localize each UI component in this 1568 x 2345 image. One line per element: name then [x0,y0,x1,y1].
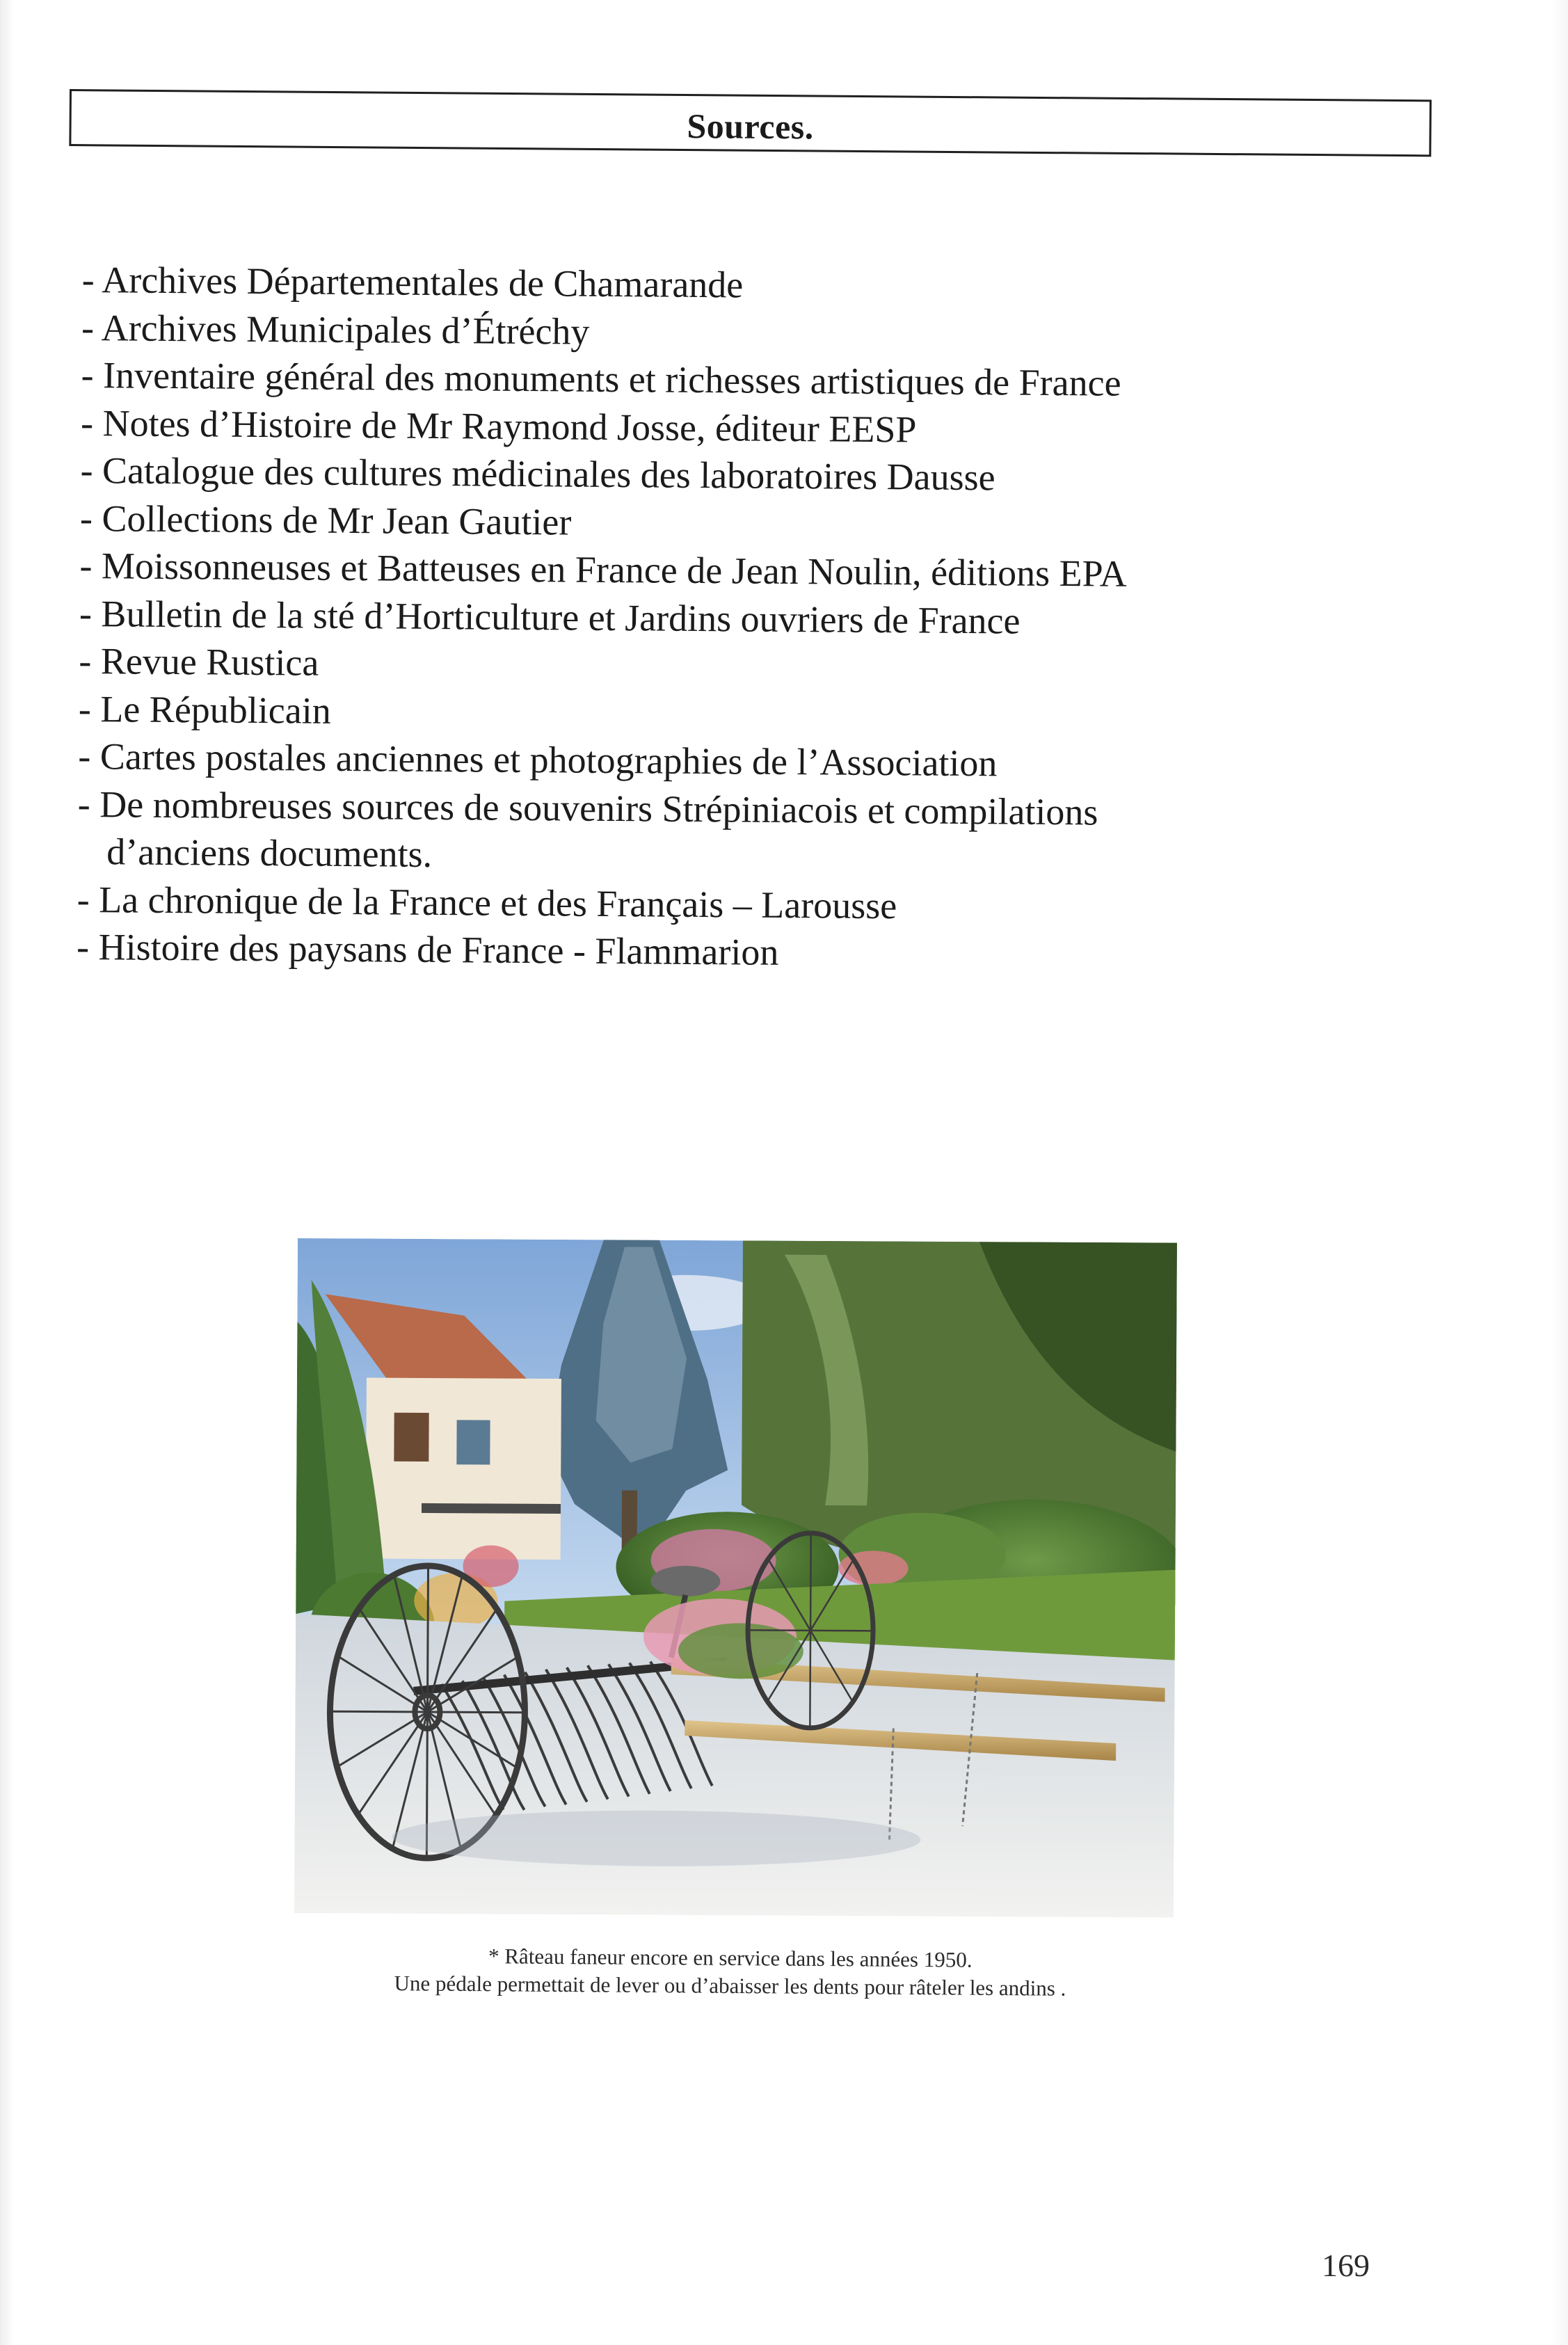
garden-rake-photo [294,1238,1177,1918]
source-item: - Le Républicain [78,687,331,732]
house-window [456,1420,490,1464]
title-box [69,89,1432,157]
caption-line-2: Une pédale permettait de lever ou d’abaisser les dents pour râteler les andins . [394,1971,1066,2001]
rake-wheel-left [329,1565,525,1858]
source-item: - Cartes postales anciennes et photographies de l’Association [78,735,998,785]
source-item: - Histoire des paysans de France - Flammarion [76,925,779,973]
page-title: Sources. [687,106,814,147]
source-item: - La chronique de la France et des Français – Larousse [77,878,897,927]
house-window [394,1413,429,1462]
house-wall [366,1378,561,1560]
source-item: - Bulletin de la sté d’Horticulture et Jardins ouvriers de France [79,592,1021,642]
source-item: - Moissonneuses et Batteuses en France de Jean Noulin, éditions EPA [79,544,1127,595]
source-item: - Inventaire général des monuments et richesses artistiques de France [81,353,1121,404]
sources-list [77,256,1404,981]
source-item: - Collections de Mr Jean Gautier [79,497,572,543]
source-item: - Archives Départementales de Chamarande [81,258,744,306]
source-item: - Catalogue des cultures médicinales des laboratoires Dausse [80,449,995,499]
source-item: - Revue Rustica [79,639,319,684]
photo-caption [291,1941,1169,2003]
page-number: 169 [1322,2248,1370,2283]
source-item: - Notes d’Histoire de Mr Raymond Josse, éditeur EESP [80,401,917,450]
source-item: - De nombreuses sources de souvenirs Strépiniacois et compilations [77,783,1098,833]
house-balcony [422,1503,561,1514]
source-item-continuation-text: d’anciens documents. [106,831,433,875]
source-item: - Archives Municipales d’Étréchy [81,306,590,353]
caption-line-1: * Râteau faneur encore en service dans les années 1950. [488,1944,973,1972]
rake-wheel-right [747,1532,873,1728]
